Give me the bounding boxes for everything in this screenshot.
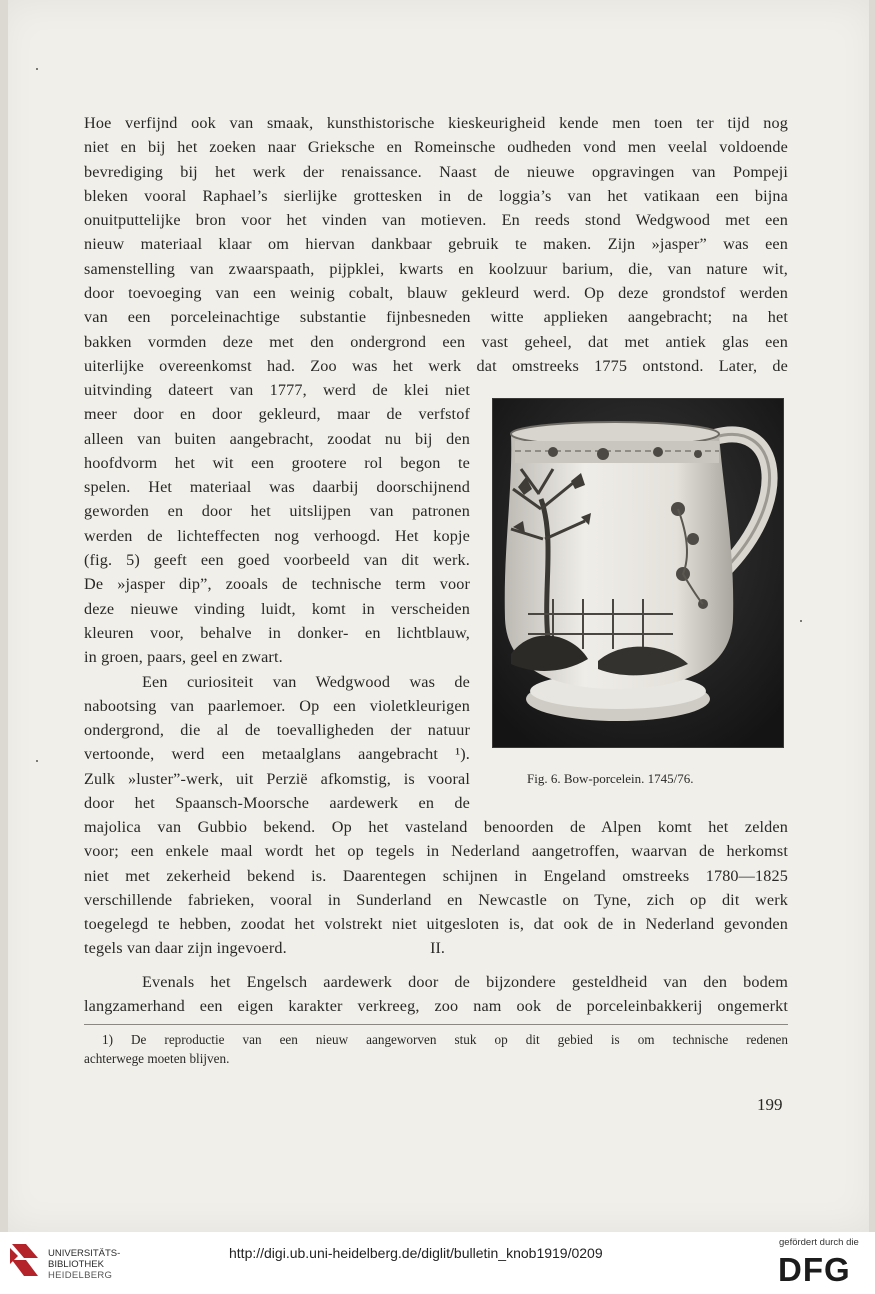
text-line: geworden en door het uitslijpen van patronen	[84, 502, 470, 521]
page-edge-right	[869, 0, 875, 1232]
institution-line: BIBLIOTHEK	[48, 1259, 104, 1270]
text-line: vertoonde, werd een metaalglans aangebracht ¹).	[84, 745, 470, 764]
text-line: ondergrond, die al de toevalligheden der natuur	[84, 721, 470, 740]
mug-illustration	[493, 399, 783, 747]
text-line: langzamerhand een eigen karakter verkreeg, zoo nam ook de porceleinbakkerij ongemerkt	[84, 997, 788, 1016]
text-line: niet met zekerheid bekend is. Daarentegen schijnen in Engeland omstreeks 1780—1825	[84, 866, 788, 885]
institution-line: HEIDELBERG	[48, 1270, 113, 1281]
paragraph-continuation	[84, 815, 788, 961]
scan-speck	[36, 68, 38, 70]
university-library-logo-icon	[8, 1240, 42, 1280]
text-line: van een porceleinachtige substantie fijnbesneden witte applieken aangebracht; na het	[84, 308, 788, 327]
text-line: uitvinding dateert van 1777, werd de klei niet	[84, 381, 470, 399]
text-line: door het Spaansch-Moorsche aardewerk en de	[84, 794, 470, 813]
text-line: werden de lichteffecten nog verhoogd. Het kopje	[84, 526, 470, 545]
text-line: Zulk »luster”-werk, uit Perzië afkomstig, is vooral	[84, 769, 470, 788]
text-line: bevrediging bij het werk der renaissance. Naast de nieuwe opgravingen van Pompeji	[84, 162, 788, 181]
text-line: Hoe verfijnd ook van smaak, kunsthistorische kieskeurigheid kende men toen ter tijd nog	[84, 114, 788, 132]
text-line: Een curiositeit van Wedgwood was de	[142, 672, 470, 691]
text-line: tegels van daar zijn ingevoerd.	[84, 939, 287, 958]
text-line: onuitputtelijke bron voor het vinden van motieven. En reeds stond Wedgwood met een	[84, 211, 788, 230]
text-line: (fig. 5) geeft een goed voorbeeld van dit werk.	[84, 551, 470, 570]
text-line: hoofdvorm het wit een grootere rol begon te	[84, 453, 470, 472]
text-line: voor; een enkele maal wordt het op tegels in Nederland aangetroffen, waarvan de herkomst	[84, 842, 788, 861]
funded-by-label: gefördert durch die	[779, 1237, 859, 1248]
text-line: uiterlijke overeenkomst had. Zoo was het werk dat omstreeks 1775 ontstond. Later, de	[84, 356, 788, 375]
text-line: nieuw materiaal klaar om hiervan dankbaar gebruik te maken. Zijn »jasper” was een	[84, 235, 788, 254]
footnote	[84, 1030, 788, 1068]
text-line: alleen van buiten aangebracht, zoodat nu bij den	[84, 429, 470, 448]
figure-bow-porcelain-mug	[492, 398, 784, 748]
institution-line: UNIVERSITÄTS-	[48, 1248, 121, 1259]
page-number: 199	[757, 1095, 783, 1114]
figure-caption: Fig. 6. Bow-porcelein. 1745/76.	[527, 771, 694, 786]
text-line: De »jasper dip”, zooals de technische term voor	[84, 575, 470, 594]
footnote-line: achterwege moeten blijven.	[84, 1051, 230, 1066]
scan-speck	[36, 760, 38, 762]
university-library-name	[48, 1248, 120, 1281]
footnote-line: 1) De reproductie van een nieuw aangeworven stuk op dit gebied is om technische redenen	[102, 1032, 788, 1047]
text-line: majolica van Gubbio bekend. Op het vasteland benoorden de Alpen komt het zelden	[84, 818, 788, 836]
dfg-logo: DFG	[778, 1251, 851, 1288]
page-edge-left	[0, 0, 8, 1232]
text-line: toegelegd te hebben, zoodat het volstrekt niet uitgesloten is, dat ook de in Nederland gevonden	[84, 915, 788, 934]
text-line: bakken vormden deze met den ondergrond een vast geheel, dat met antiek glas een	[84, 332, 788, 351]
text-line: deze nieuwe vinding luidt, komt in verscheiden	[84, 599, 470, 618]
paragraph-main	[84, 111, 788, 378]
text-line: nabootsing van paarlemoer. Op een violetkleurigen	[84, 696, 470, 715]
footer-bar	[0, 1232, 875, 1294]
section-heading: II.	[430, 940, 445, 957]
source-url-link[interactable]: http://digi.ub.uni-heidelberg.de/diglit/bulletin_knob1919/0209	[229, 1245, 603, 1261]
footnote-divider	[84, 1024, 788, 1025]
text-line: in groen, paars, geel en zwart.	[84, 648, 283, 667]
text-line: Evenals het Engelsch aardewerk door de bijzondere gesteldheid van den bodem	[142, 973, 788, 991]
text-line: verschillende fabrieken, vooral in Sunderland en Newcastle on Tyne, zich op dit werk	[84, 890, 788, 909]
text-line: meer door en door gekleurd, maar de verfstof	[84, 405, 470, 424]
text-line: bleken vooral Raphael’s sierlijke grottesken in de loggia’s van het vatikaan een bijna	[84, 186, 788, 205]
paragraph-wrapped	[84, 378, 470, 815]
scan-speck	[800, 620, 802, 622]
text-line: kleuren voor, behalve in donker- en lichtblauw,	[84, 623, 470, 642]
text-line: samenstelling van zwaarspaath, pijpklei, kwarts en koolzuur barium, die, van nature wit,	[84, 259, 788, 278]
paragraph-section-ii	[84, 970, 788, 1019]
text-line: spelen. Het materiaal was daarbij doorschijnend	[84, 478, 470, 497]
text-line: niet en bij het zoeken naar Grieksche en Romeinsche oudheden vond men veelal voldoende	[84, 138, 788, 157]
text-line: door toevoeging van een weinig cobalt, blauw gekleurd werd. Op deze grondstof werden	[84, 284, 788, 303]
